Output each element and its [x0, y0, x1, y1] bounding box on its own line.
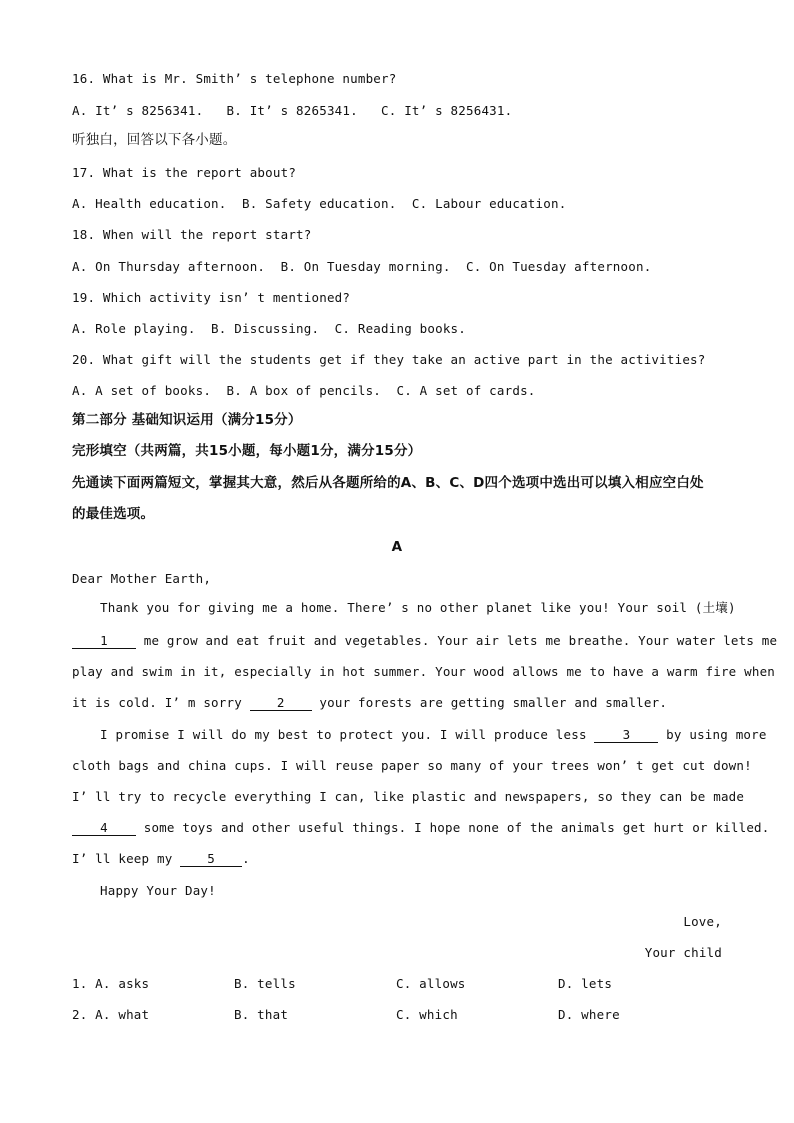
question-18-options: A. On Thursday afternoon. B. On Tuesday morning. C. On Tuesday afternoon. [72, 259, 652, 274]
question-19: 19. Which activity isn’ t mentioned? [72, 290, 351, 305]
option-2a: 2. A. what [72, 1007, 150, 1022]
option-2b: B. that [234, 1007, 289, 1022]
passage-line-6: cloth bags and china cups. I will reuse paper so many of your trees won’ t get cut down! [72, 758, 752, 773]
blank-5: 5 [180, 852, 242, 867]
option-2d: D. where [558, 1007, 620, 1022]
option-1a: 1. A. asks [72, 976, 150, 991]
letter-signature: Your child [644, 945, 722, 960]
option-1c: C. allows [396, 976, 466, 991]
option-2c: C. which [396, 1007, 458, 1022]
passage-label: A [391, 539, 403, 555]
question-20-options: A. A set of books. B. A box of pencils. C. A set of cards. [72, 383, 536, 398]
blank-2: 2 [250, 696, 312, 711]
question-20: 20. What gift will the students get if they take an active part in the activities? [72, 352, 706, 367]
question-19-options: A. Role playing. B. Discussing. C. Reading books. [72, 321, 467, 336]
passage-line-1: Thank you for giving me a home. There’ s no other planet like you! Your soil (土壤) [100, 600, 736, 615]
blank-4: 4 [72, 821, 136, 836]
blank-1: 1 [72, 634, 136, 649]
passage-line-3: play and swim in it, especially in hot summer. Your wood allows me to have a warm fire when [72, 664, 776, 679]
question-17: 17. What is the report about? [72, 165, 297, 180]
letter-greeting: Dear Mother Earth, [72, 571, 212, 586]
question-17-options: A. Health education. B. Safety education. C. Labour education. [72, 196, 567, 211]
part2-heading: 第二部分 基础知识运用（满分15分） [72, 412, 302, 428]
cloze-heading: 完形填空（共两篇，共15小题，每小题1分，满分15分） [72, 443, 422, 459]
question-18: 18. When will the report start? [72, 227, 312, 242]
option-1d: D. lets [558, 976, 613, 991]
passage-line-8: 4 some toys and other useful things. I hope none of the animals get hurt or killed. [72, 820, 770, 836]
passage-line-4: it is cold. I’ m sorry 2 your forests are getting smaller and smaller. [72, 695, 668, 710]
question-16: 16. What is Mr. Smith’ s telephone number? [72, 71, 397, 86]
cloze-instruction-line2: 的最佳选项。 [72, 506, 155, 522]
letter-wish: Happy Your Day! [100, 883, 216, 898]
passage-line-2: 1 me grow and eat fruit and vegetables. Your air lets me breathe. Your water lets me [72, 633, 777, 649]
question-16-options: A. It’ s 8256341. B. It’ s 8265341. C. It’ s 8256431. [72, 103, 513, 118]
passage-line-7: I’ ll try to recycle everything I can, like plastic and newspapers, so they can be made [72, 789, 745, 804]
passage-line-5: I promise I will do my best to protect you. I will produce less 3 by using more [100, 727, 767, 742]
blank-3: 3 [594, 728, 658, 743]
passage-line-9: I’ ll keep my 5 . [72, 851, 250, 866]
option-1b: B. tells [234, 976, 296, 991]
cloze-instruction-line1: 先通读下面两篇短文，掌握其大意，然后从各题所给的A、B、C、D四个选项中选出可以填入相应空白处 [72, 475, 704, 491]
letter-closing: Love, [683, 914, 722, 929]
monologue-instruction: 听独白，回答以下各小题。 [72, 132, 237, 148]
